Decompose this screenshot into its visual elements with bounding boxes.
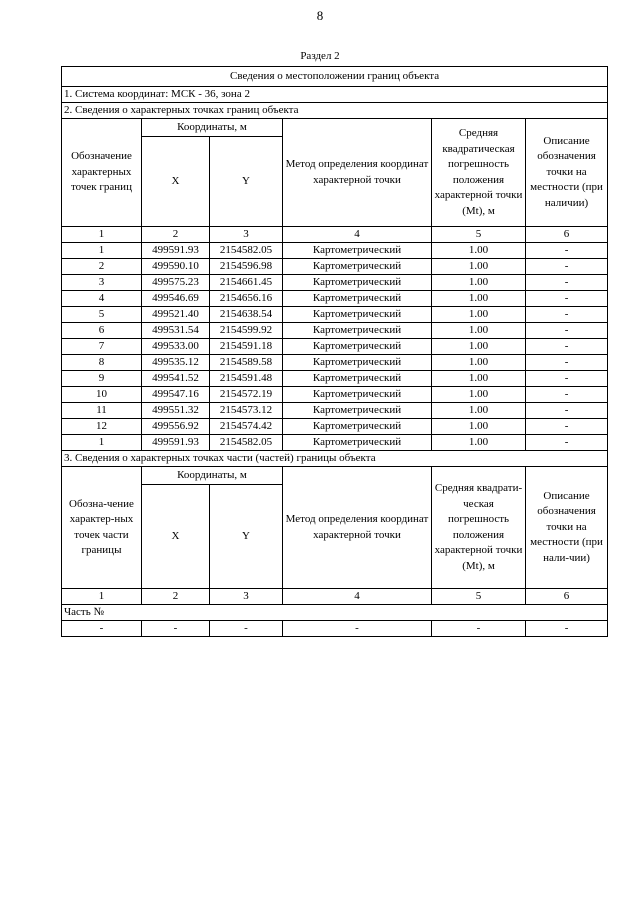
- table-cell: 499521.40: [142, 307, 210, 323]
- column-number: 6: [526, 589, 608, 605]
- header3-coordinates: Координаты, м: [142, 467, 283, 485]
- table-cell: 12: [62, 419, 142, 435]
- table-cell: 2154591.18: [210, 339, 283, 355]
- table-cell: 499590.10: [142, 259, 210, 275]
- table-cell: -: [526, 259, 608, 275]
- table-cell: 499546.69: [142, 291, 210, 307]
- table-cell: 499591.93: [142, 435, 210, 451]
- table-row: [62, 243, 608, 259]
- table-cell: -: [526, 371, 608, 387]
- table-cell: 1.00: [432, 259, 526, 275]
- table-cell: 1.00: [432, 339, 526, 355]
- table-cell: 2154572.19: [210, 387, 283, 403]
- table-cell: 499575.23: [142, 275, 210, 291]
- table-cell: Картометрический: [283, 323, 432, 339]
- table-row: [62, 387, 608, 403]
- header3-designation: Обозна-чение характер-ных точек части границы: [62, 467, 142, 589]
- table-cell: 3: [62, 275, 142, 291]
- table-cell: 8: [62, 355, 142, 371]
- header3-x: X: [142, 485, 210, 589]
- column-number: 3: [210, 227, 283, 243]
- column-number: 6: [526, 227, 608, 243]
- table-cell: -: [526, 307, 608, 323]
- table-cell: 499541.52: [142, 371, 210, 387]
- table-cell: -: [526, 435, 608, 451]
- section3-title: 3. Сведения о характерных точках части (частей) границы объекта: [62, 451, 608, 467]
- table-cell: 5: [62, 307, 142, 323]
- page-number: 8: [316, 8, 324, 23]
- table-cell: 1: [62, 243, 142, 259]
- header3-method: Метод определения координат характерной точки: [283, 467, 432, 589]
- column-number: 2: [142, 589, 210, 605]
- table-cell: -: [526, 387, 608, 403]
- table-title: Сведения о местоположении границ объекта: [62, 67, 608, 87]
- table-cell: 2154599.92: [210, 323, 283, 339]
- table-cell: Картометрический: [283, 419, 432, 435]
- header3-y: Y: [210, 485, 283, 589]
- boundary-table: [61, 66, 608, 637]
- table-cell: 2154591.48: [210, 371, 283, 387]
- table-cell: -: [526, 275, 608, 291]
- table-row: [62, 435, 608, 451]
- column-number: 4: [283, 589, 432, 605]
- header3-description: Описание обозначения точки на местности (при нали-чии): [526, 467, 608, 589]
- table-cell: 499547.16: [142, 387, 210, 403]
- table-cell: 1.00: [432, 419, 526, 435]
- part-cell: -: [210, 621, 283, 637]
- column-number: 2: [142, 227, 210, 243]
- table-cell: 499533.00: [142, 339, 210, 355]
- table-cell: Картометрический: [283, 259, 432, 275]
- table-cell: Картометрический: [283, 355, 432, 371]
- table-cell: 2154582.05: [210, 243, 283, 259]
- table-cell: Картометрический: [283, 339, 432, 355]
- part-label: Часть №: [62, 605, 608, 621]
- table-cell: 1.00: [432, 403, 526, 419]
- column-number: 4: [283, 227, 432, 243]
- table-cell: Картометрический: [283, 435, 432, 451]
- table-cell: 1.00: [432, 243, 526, 259]
- header-designation: Обозначение характерных точек границ: [62, 119, 142, 227]
- column-number: 5: [432, 589, 526, 605]
- table-row: [62, 307, 608, 323]
- table-cell: 499551.32: [142, 403, 210, 419]
- table-cell: 499556.92: [142, 419, 210, 435]
- table-cell: -: [526, 403, 608, 419]
- section-label: Раздел 2: [300, 50, 340, 62]
- table-cell: 499591.93: [142, 243, 210, 259]
- table-cell: -: [526, 291, 608, 307]
- table-cell: 7: [62, 339, 142, 355]
- table-cell: Картометрический: [283, 275, 432, 291]
- column-number: 1: [62, 227, 142, 243]
- table-cell: 1.00: [432, 355, 526, 371]
- table-cell: 499535.12: [142, 355, 210, 371]
- table-cell: 10: [62, 387, 142, 403]
- part-cell: -: [62, 621, 142, 637]
- table-cell: 9: [62, 371, 142, 387]
- table-row: [62, 275, 608, 291]
- table-row: [62, 339, 608, 355]
- table-cell: -: [526, 323, 608, 339]
- table-cell: -: [526, 243, 608, 259]
- table-row: [62, 291, 608, 307]
- table-cell: 2154574.42: [210, 419, 283, 435]
- table-cell: Картометрический: [283, 307, 432, 323]
- table-cell: 2154589.58: [210, 355, 283, 371]
- table-row: [62, 355, 608, 371]
- table-cell: 11: [62, 403, 142, 419]
- table-cell: Картометрический: [283, 371, 432, 387]
- table-cell: 1.00: [432, 371, 526, 387]
- table-cell: Картометрический: [283, 291, 432, 307]
- table-cell: 6: [62, 323, 142, 339]
- table-cell: 2154638.54: [210, 307, 283, 323]
- table-cell: 1.00: [432, 323, 526, 339]
- table-cell: 2154596.98: [210, 259, 283, 275]
- part-cell: -: [283, 621, 432, 637]
- table-cell: -: [526, 339, 608, 355]
- header-coordinates: Координаты, м: [142, 119, 283, 137]
- table-cell: 1.00: [432, 435, 526, 451]
- header-description: Описание обозначения точки на местности (при наличии): [526, 119, 608, 227]
- table-cell: 1.00: [432, 387, 526, 403]
- part-cell: -: [432, 621, 526, 637]
- column-number: 1: [62, 589, 142, 605]
- table-cell: Картометрический: [283, 403, 432, 419]
- table-cell: 2154661.45: [210, 275, 283, 291]
- header3-error: Средняя квадрати-ческая погрешность положения характерной точки (Mt), м: [432, 467, 526, 589]
- header-error: Средняя квадратическая погрешность положения характерной точки (Mt), м: [432, 119, 526, 227]
- table-cell: 2154656.16: [210, 291, 283, 307]
- table-cell: -: [526, 419, 608, 435]
- table-cell: 2154582.05: [210, 435, 283, 451]
- table-cell: 1.00: [432, 275, 526, 291]
- coord-system-row: 1. Система координат: МСК - 36, зона 2: [62, 87, 608, 103]
- header-method: Метод определения координат характерной точки: [283, 119, 432, 227]
- column-number: 5: [432, 227, 526, 243]
- part-cell: -: [526, 621, 608, 637]
- table-cell: Картометрический: [283, 243, 432, 259]
- table-cell: 1.00: [432, 291, 526, 307]
- header-y: Y: [210, 137, 283, 227]
- header-x: X: [142, 137, 210, 227]
- table-cell: -: [526, 355, 608, 371]
- part-cell: -: [142, 621, 210, 637]
- column-number: 3: [210, 589, 283, 605]
- table-cell: 2: [62, 259, 142, 275]
- table-row: [62, 259, 608, 275]
- table-cell: 1: [62, 435, 142, 451]
- table-cell: 499531.54: [142, 323, 210, 339]
- table-cell: Картометрический: [283, 387, 432, 403]
- section2-title: 2. Сведения о характерных точках границ объекта: [62, 103, 608, 119]
- table-row: [62, 419, 608, 435]
- table-cell: 4: [62, 291, 142, 307]
- table-row: [62, 403, 608, 419]
- table-cell: 2154573.12: [210, 403, 283, 419]
- table-row: [62, 371, 608, 387]
- table-cell: 1.00: [432, 307, 526, 323]
- table-row: [62, 323, 608, 339]
